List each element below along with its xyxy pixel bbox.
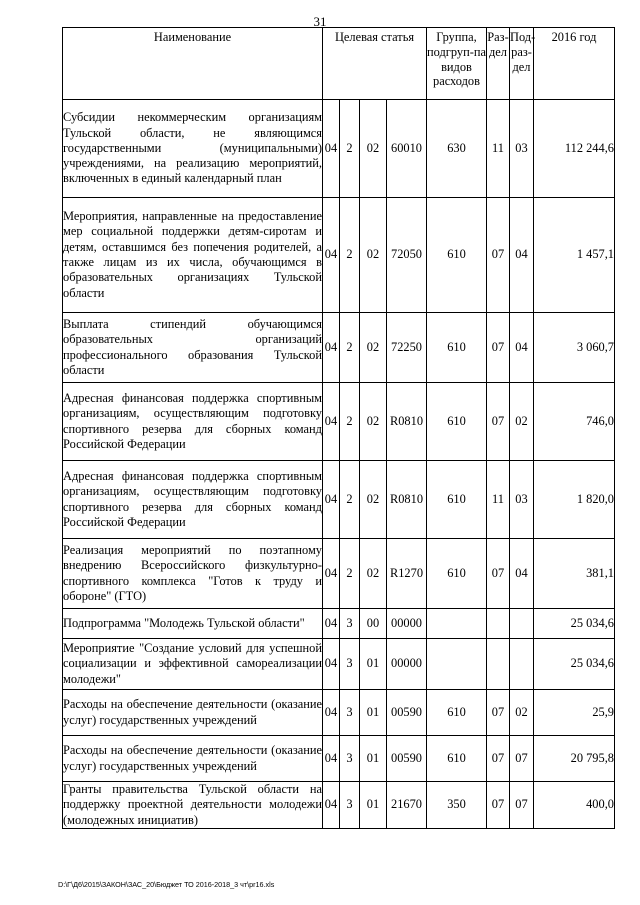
- target-code-event: 01: [360, 639, 387, 690]
- subsection-code: 02: [510, 690, 534, 736]
- target-code-direction: 72250: [387, 313, 427, 383]
- section-code: 11: [487, 100, 510, 198]
- header-group: Группа, подгруп-па видов расходов: [427, 28, 487, 100]
- row-name: Адресная финансовая поддержка спортивным организациям, осуществляющим подготовку спортивного резерва для сборных команд Российской Федерации: [63, 461, 323, 539]
- header-name: Наименование: [63, 28, 323, 100]
- target-code-direction: R1270: [387, 539, 427, 609]
- row-name: Мероприятие "Создание условий для успешной социализации и эффективной самореализации молодежи": [63, 639, 323, 690]
- target-code-direction: R0810: [387, 461, 427, 539]
- section-code: 07: [487, 313, 510, 383]
- table-row: [63, 100, 615, 198]
- target-code-event: 02: [360, 198, 387, 313]
- target-code-event: 02: [360, 461, 387, 539]
- amount-2016: 25 034,6: [534, 609, 615, 639]
- target-code-program: 04: [323, 609, 340, 639]
- target-code-subprogram: 3: [340, 782, 360, 829]
- target-code-program: 04: [323, 313, 340, 383]
- target-code-direction: 60010: [387, 100, 427, 198]
- amount-2016: 25 034,6: [534, 639, 615, 690]
- amount-2016: 1 820,0: [534, 461, 615, 539]
- expense-group: 610: [427, 313, 487, 383]
- target-code-subprogram: 3: [340, 690, 360, 736]
- section-code: 07: [487, 383, 510, 461]
- target-code-event: 02: [360, 383, 387, 461]
- section-code: 11: [487, 461, 510, 539]
- amount-2016: 1 457,1: [534, 198, 615, 313]
- subsection-code: 03: [510, 100, 534, 198]
- target-code-direction: 21670: [387, 782, 427, 829]
- amount-2016: 381,1: [534, 539, 615, 609]
- amount-2016: 25,9: [534, 690, 615, 736]
- target-code-program: 04: [323, 782, 340, 829]
- subsection-code: 04: [510, 539, 534, 609]
- row-name: Субсидии некоммерческим организациям Тульской области, не являющимся государственными (муниципальными) учреждениями, на реализацию мероприятий, включенных в единый календарный план: [63, 100, 323, 198]
- target-code-subprogram: 2: [340, 461, 360, 539]
- target-code-program: 04: [323, 461, 340, 539]
- table-row: [63, 609, 615, 639]
- table-row: [63, 313, 615, 383]
- expense-group: 610: [427, 198, 487, 313]
- target-code-program: 04: [323, 539, 340, 609]
- row-name: Адресная финансовая поддержка спортивным организациям, осуществляющим подготовку спортивного резерва для сборных команд Российской Федерации: [63, 383, 323, 461]
- target-code-program: 04: [323, 100, 340, 198]
- target-code-subprogram: 3: [340, 639, 360, 690]
- row-name: Подпрограмма "Молодежь Тульской области": [63, 609, 323, 639]
- expense-group: 610: [427, 736, 487, 782]
- target-code-event: 01: [360, 736, 387, 782]
- expense-group: 630: [427, 100, 487, 198]
- target-code-event: 00: [360, 609, 387, 639]
- expense-group: 350: [427, 782, 487, 829]
- expense-group: 610: [427, 461, 487, 539]
- row-name: Расходы на обеспечение деятельности (оказание услуг) государственных учреждений: [63, 690, 323, 736]
- section-code: 07: [487, 782, 510, 829]
- table-row: [63, 639, 615, 690]
- target-code-program: 04: [323, 198, 340, 313]
- target-code-subprogram: 3: [340, 736, 360, 782]
- target-code-event: 02: [360, 100, 387, 198]
- target-code-direction: 00000: [387, 609, 427, 639]
- target-code-subprogram: 2: [340, 383, 360, 461]
- expense-group: 610: [427, 539, 487, 609]
- page-number: 31: [313, 14, 327, 29]
- row-name: Мероприятия, направленные на предоставление мер социальной поддержки детям-сиротам и детям, оставшимся без попечения родителей, а также лицам из их числа, обучающимся в образовательных организациях Тульской области: [63, 198, 323, 313]
- target-code-direction: 00000: [387, 639, 427, 690]
- target-code-program: 04: [323, 690, 340, 736]
- expense-group: [427, 639, 487, 690]
- target-code-event: 02: [360, 313, 387, 383]
- target-code-program: 04: [323, 383, 340, 461]
- row-name: Выплата стипендий обучающимся образовательных организаций профессионального образования Тульской области: [63, 313, 323, 383]
- expense-group: 610: [427, 383, 487, 461]
- section-code: 07: [487, 198, 510, 313]
- target-code-program: 04: [323, 639, 340, 690]
- subsection-code: [510, 639, 534, 690]
- table-row: [63, 736, 615, 782]
- row-name: Гранты правительства Тульской области на поддержку проектной деятельности молодежи (молодежных инициатив): [63, 782, 322, 827]
- table-row: [63, 539, 615, 609]
- target-code-event: 01: [360, 782, 387, 829]
- table-row: [63, 461, 615, 539]
- target-code-subprogram: 2: [340, 100, 360, 198]
- subsection-code: 07: [510, 782, 534, 829]
- target-code-direction: 00590: [387, 736, 427, 782]
- row-name: Расходы на обеспечение деятельности (оказание услуг) государственных учреждений: [63, 736, 323, 782]
- section-code: 07: [487, 690, 510, 736]
- table-row: [63, 198, 615, 313]
- header-subsection: Под-раз-дел: [510, 28, 534, 100]
- amount-2016: 3 060,7: [534, 313, 615, 383]
- target-code-event: 02: [360, 539, 387, 609]
- subsection-code: 07: [510, 736, 534, 782]
- table-row: [63, 690, 615, 736]
- target-code-subprogram: 3: [340, 609, 360, 639]
- file-path-footer: D:\Г\Д6\2015\ЗАКОН\ЗАС_20\Бюджет ТО 2016-2018_3 чт\pr16.xls: [58, 880, 275, 889]
- table-row: [63, 782, 615, 829]
- section-code: 07: [487, 736, 510, 782]
- target-code-direction: 00590: [387, 690, 427, 736]
- target-code-subprogram: 2: [340, 539, 360, 609]
- subsection-code: 04: [510, 313, 534, 383]
- section-code: [487, 639, 510, 690]
- target-code-subprogram: 2: [340, 313, 360, 383]
- subsection-code: 04: [510, 198, 534, 313]
- subsection-code: [510, 609, 534, 639]
- amount-2016: 400,0: [534, 782, 615, 829]
- target-code-event: 01: [360, 690, 387, 736]
- amount-2016: 20 795,8: [534, 736, 615, 782]
- header-target-article: Целевая статья: [323, 28, 427, 100]
- row-name: Реализация мероприятий по поэтапному внедрению Всероссийского физкультурно-спортивного комплекса "Готов к труду и обороне" (ГТО): [63, 539, 323, 609]
- section-code: 07: [487, 539, 510, 609]
- target-code-subprogram: 2: [340, 198, 360, 313]
- amount-2016: 112 244,6: [534, 100, 615, 198]
- expense-group: 610: [427, 690, 487, 736]
- header-section: Раз-дел: [487, 28, 510, 100]
- budget-table: [62, 27, 615, 829]
- amount-2016: 746,0: [534, 383, 615, 461]
- header-row: [63, 28, 615, 100]
- target-code-program: 04: [323, 736, 340, 782]
- table-row: [63, 383, 615, 461]
- section-code: [487, 609, 510, 639]
- expense-group: [427, 609, 487, 639]
- header-year: 2016 год: [534, 28, 615, 100]
- subsection-code: 02: [510, 383, 534, 461]
- subsection-code: 03: [510, 461, 534, 539]
- target-code-direction: 72050: [387, 198, 427, 313]
- target-code-direction: R0810: [387, 383, 427, 461]
